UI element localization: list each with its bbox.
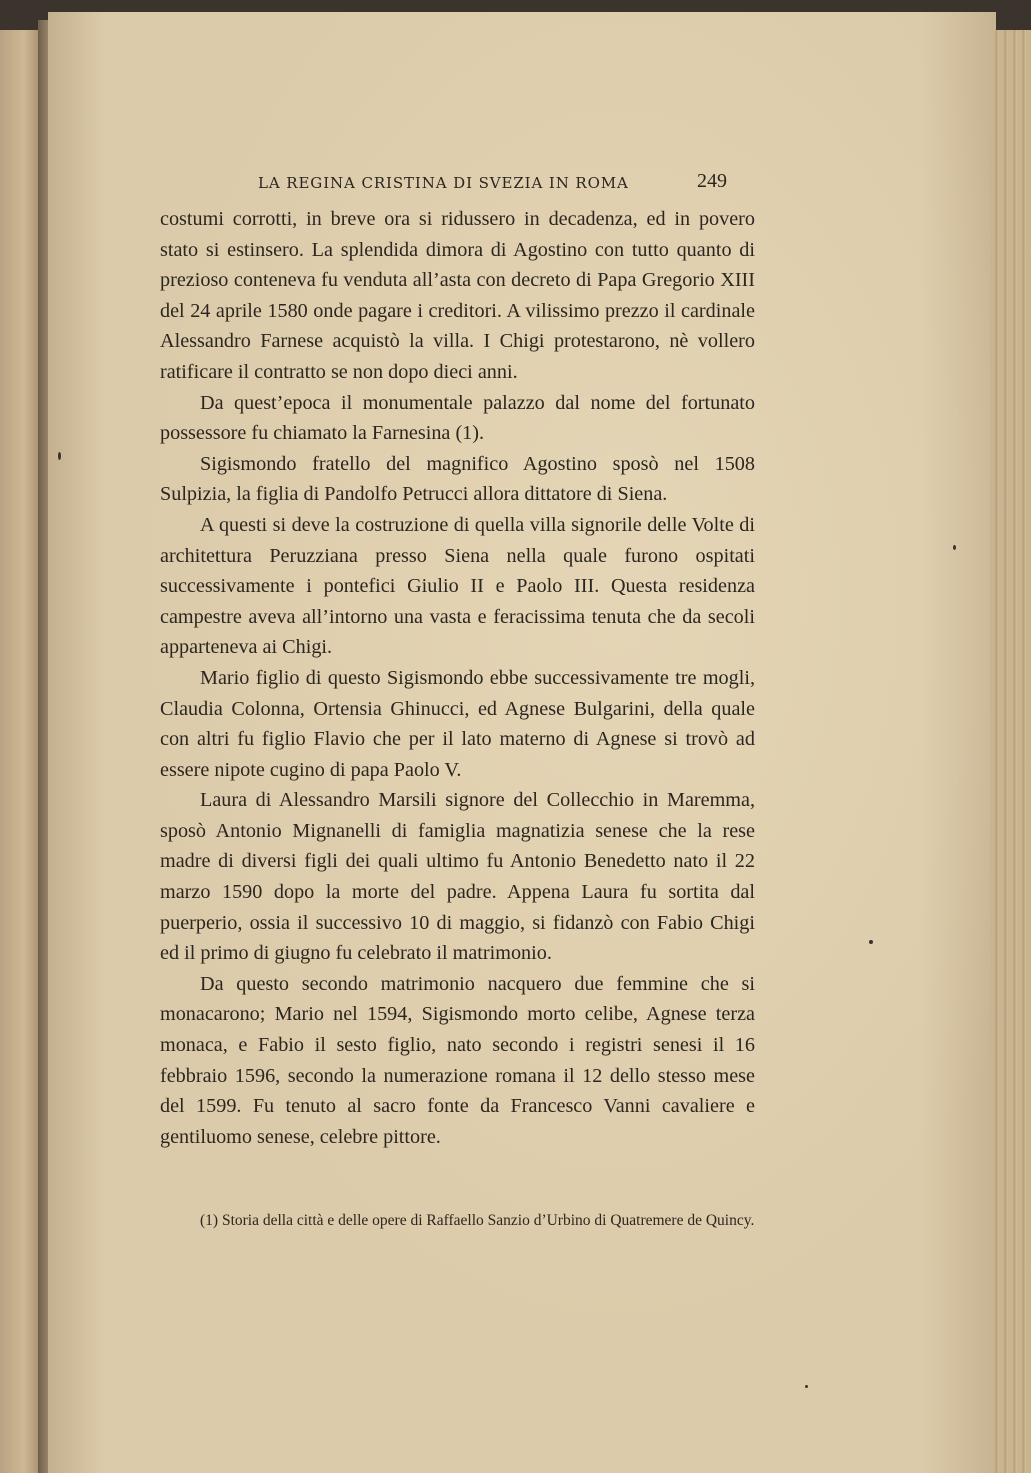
footnote-1: (1) Storia della città e delle opere di Raffaello Sanzio d’Urbino di Quatremere de Quincy.	[200, 1212, 755, 1229]
speck	[869, 940, 873, 944]
page-number: 249	[697, 170, 727, 192]
facing-page-edge	[0, 30, 40, 1473]
paragraph-2: Da quest’epoca il monumentale palazzo dal nome del fortunato possessore fu chiamato la Farnesina (1).	[160, 391, 755, 445]
running-head	[0, 170, 1031, 200]
speck	[805, 1385, 808, 1388]
paragraph-5: Mario figlio di questo Sigismondo ebbe successivamente tre mogli, Claudia Colonna, Ortensia Ghinucci, ed Agnese Bulgarini, della quale con altri fu figlio Flavio che per il lato materno di Agnese si trovò ad essere nipote cugino di papa Paolo V.	[160, 666, 755, 781]
page-stack-edges	[990, 30, 1031, 1473]
paragraph-7: Da questo secondo matrimonio nacquero due femmine che si monacarono; Mario nel 1594, Sigismondo morto celibe, Agnese terza monaca, e Fabio il sesto figlio, nato secondo i registri senesi il 16 febbraio 1596, secondo la numerazione romana il 12 dello stesso mese del 1599. Fu tenuto al sacro fonte da Francesco Vanni cavaliere e gentiluomo senese, celebre pittore.	[160, 972, 755, 1148]
paragraph-6: Laura di Alessandro Marsili signore del Collecchio in Maremma, sposò Antonio Mignanelli di famiglia magnatizia senese che la rese madre di diversi figli dei quali ultimo fu Antonio Benedetto nato il 22 marzo 1590 dopo la morte del padre. Appena Laura fu sortita dal puerperio, ossia il successivo 10 di maggio, si fidanzò con Fabio Chigi ed il primo di giugno fu celebrato il matrimonio.	[160, 789, 755, 965]
paragraph-4: A questi si deve la costruzione di quella villa signorile delle Volte di architettura Peruzziana presso Siena nella quale furono ospitati successivamente i pontefici Giulio II e Paolo III. Questa residenza campestre aveva all’intorno una vasta e feracissima tenuta che da secoli apparteneva ai Chigi.	[160, 513, 755, 659]
paragraph-1: costumi corrotti, in breve ora si ridussero in decadenza, ed in povero stato si estinsero. La splendida dimora di Agostino con tutto quanto di prezioso conteneva fu venduta all’asta con decreto di Papa Gregorio XIII del 24 aprile 1580 onde pagare i creditori. A vilissimo prezzo il cardinale Alessandro Farnese acquistò la villa. I Chigi protestarono, nè vollero ratificare il contratto se non dopo dieci anni.	[160, 208, 755, 383]
paragraph-3: Sigismondo fratello del magnifico Agostino sposò nel 1508 Sulpizia, la figlia di Pandolfo Petrucci allora dittatore di Siena.	[160, 452, 755, 506]
body-text	[160, 204, 755, 1152]
speck	[953, 545, 956, 550]
speck	[58, 452, 61, 460]
footnotes	[178, 1207, 756, 1235]
running-title: LA REGINA CRISTINA DI SVEZIA IN ROMA	[258, 174, 629, 192]
